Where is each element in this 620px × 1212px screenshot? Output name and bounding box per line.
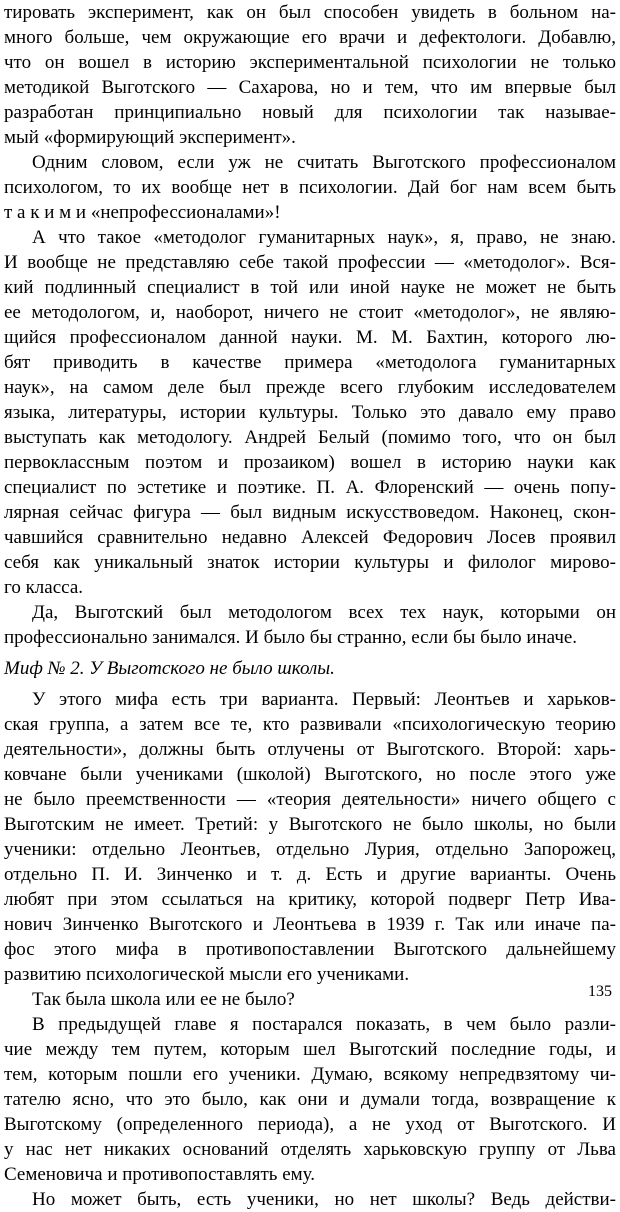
text-line: ее методологом, и, наоборот, ничего не стоит «методолог», не являю- — [4, 302, 616, 323]
section-heading — [4, 656, 616, 681]
text-line: любят при этом ссылаться на критику, которой подверг Петр Ива- — [4, 889, 616, 910]
text-line: тателю ясно, что это было, как они и думали тогда, возвращение к — [4, 1089, 616, 1110]
text-line: специалист по эстетике и поэтике. П. А. Флоренский — очень попу- — [4, 477, 616, 498]
text-line: А что такое «методолог гуманитарных наук», я, право, не знаю. — [32, 227, 616, 248]
text-line: разработан принципиально новый для психологии так называе- — [4, 102, 616, 123]
text-line: щийся профессионалом данной науки. М. М. Бахтин, которого лю- — [4, 327, 616, 348]
text-line: что он вошел в историю экспериментальной психологии не только — [4, 52, 616, 73]
text-line: Выготскому (определенного периода), а не уход от Выготского. И — [4, 1114, 616, 1135]
text-line: выступать как методологу. Андрей Белый (помимо того, что он был — [4, 427, 616, 448]
text-line: профессионально занимался. И было бы странно, если бы было иначе. — [4, 627, 578, 648]
text-line: Миф № 2. У Выготского не было школы. — [4, 658, 335, 679]
body-text — [4, 0, 616, 1212]
text-line: Одним словом, если уж не считать Выготского профессионалом — [32, 152, 616, 173]
text-line: Выготским не имеет. Третий: у Выготского не было школы, но были — [4, 814, 616, 835]
text-line: т а к и м и «непрофессионалами»! — [4, 202, 281, 223]
text-line: отдельно П. И. Зинченко и т. д. Есть и другие варианты. Очень — [4, 864, 616, 885]
page-number: 135 — [588, 983, 612, 1000]
text-line: В предыдущей главе я постарался показать, в чем было разли- — [32, 1014, 616, 1035]
text-line: го класса. — [4, 577, 83, 598]
paragraph — [4, 1187, 616, 1212]
text-line: себя как уникальный знаток истории культуры и филолог мирово- — [4, 552, 616, 573]
text-line: чавшийся сравнительно недавно Алексей Федорович Лосев проявил — [4, 527, 616, 548]
text-line: наук», на самом деле был прежде всего глубоким исследователем — [4, 377, 616, 398]
text-line: языка, литературы, истории культуры. Только это давало ему право — [4, 402, 616, 423]
text-line: деятельности», должны быть отлучены от Выготского. Второй: харь- — [4, 739, 616, 760]
text-line: И вообще не представляю себе такой профессии — «методолог». Вся- — [4, 252, 616, 273]
text-line: чие между тем путем, которым шел Выготский последние годы, и — [4, 1039, 616, 1060]
paragraph — [4, 0, 616, 150]
paragraph — [4, 150, 616, 225]
text-line: методикой Выготского — Сахарова, но и тем, что им впервые был — [4, 77, 616, 98]
text-line: тировать эксперимент, как он был способен увидеть в больном на- — [4, 2, 616, 23]
text-line: психологом, то их вообще нет в психологии. Дай бог нам всем быть — [4, 177, 616, 198]
paragraph — [4, 600, 616, 650]
text-line: Но может быть, есть ученики, но нет школы? Ведь действи- — [32, 1189, 616, 1210]
text-line: Семеновича и противопоставлять ему. — [4, 1164, 315, 1185]
text-line: ковчане были учениками (школой) Выготского, но после этого уже — [4, 764, 616, 785]
paragraph — [4, 987, 616, 1012]
text-line: много больше, чем окружающие его врачи и дефектологи. Добавлю, — [4, 27, 616, 48]
text-line: ученики: отдельно Леонтьев, отдельно Лурия, отдельно Запорожец, — [4, 839, 616, 860]
text-line: бят приводить в качестве примера «методолога гуманитарных — [4, 352, 616, 373]
text-line: развитию психологической мысли его учениками. — [4, 964, 410, 985]
text-line: первоклассным поэтом и прозаиком) вошел в историю науки как — [4, 452, 616, 473]
text-line: не было преемственности — «теория деятельности» ничего общего с — [4, 789, 616, 810]
text-line: Так была школа или ее не было? — [32, 989, 295, 1010]
text-line: ская группа, а затем все те, кто развивали «психологическую теорию — [4, 714, 616, 735]
paragraph — [4, 225, 616, 600]
text-line: у нас нет никаких оснований отделять харьковскую группу от Льва — [4, 1139, 616, 1160]
text-line: тем, которым пошли его ученики. Думаю, всякому непредвзятому чи- — [4, 1064, 616, 1085]
text-line: мый «формирующий эксперимент». — [4, 127, 296, 148]
text-line: Да, Выготский был методологом всех тех наук, которыми он — [32, 602, 616, 623]
paragraph — [4, 687, 616, 987]
text-line: кий подлинный специалист в той или иной науке не может не быть — [4, 277, 616, 298]
text-line: фос этого мифа в противопоставлении Выготского дальнейшему — [4, 939, 616, 960]
text-line: лярная сейчас фигура — был видным искусствоведом. Наконец, скон- — [4, 502, 616, 523]
text-line: нович Зинченко Выготского и Леонтьева в 1939 г. Так или иначе па- — [4, 914, 616, 935]
paragraph — [4, 1012, 616, 1187]
text-line: У этого мифа есть три варианта. Первый: Леонтьев и харьков- — [32, 689, 616, 710]
